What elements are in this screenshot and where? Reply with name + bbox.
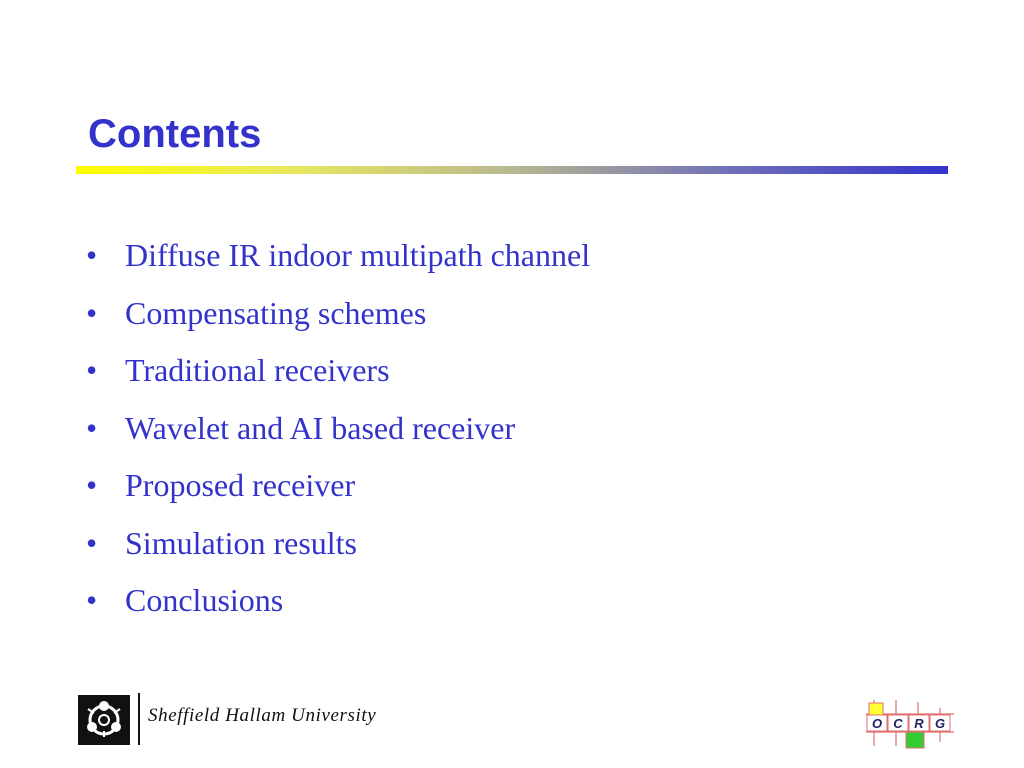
list-item [86,518,590,576]
list-item-text: Simulation results [125,524,357,561]
ocrg-letter: R [914,716,924,731]
ocrg-letter: C [893,716,903,731]
list-item-text: Traditional receivers [125,352,390,388]
university-name: Sheffield Hallam University [148,705,377,726]
list-item [86,230,590,288]
bullet-marker: • [86,467,98,503]
list-item [86,288,590,346]
list-item-text: Proposed receiver [125,467,356,503]
bullet-marker: • [86,352,98,388]
slide-title: Contents [88,112,262,156]
university-crest-icon [78,695,130,745]
list-item [86,460,590,518]
ocrg-logo-icon [866,700,954,750]
crest-graphic [78,695,130,745]
ocrg-letter: O [871,716,883,731]
list-item [86,575,590,633]
list-item-text: Conclusions [125,582,284,618]
bullet-marker: • [86,237,98,273]
bullet-marker: • [86,409,98,446]
bullet-list [86,230,590,633]
bullet-marker: • [86,294,98,331]
footer-divider [138,693,140,745]
list-item-text: Compensating schemes [125,294,427,331]
title-underline [76,166,948,174]
ocrg-logo-graphic [866,700,954,750]
bullet-marker: • [86,582,98,618]
list-item [86,403,590,461]
bullet-marker: • [86,524,98,561]
list-item-text: Diffuse IR indoor multipath channel [125,237,591,273]
list-item [86,345,590,403]
ocrg-letter: G [934,716,946,731]
list-item-text: Wavelet and AI based receiver [125,409,516,446]
